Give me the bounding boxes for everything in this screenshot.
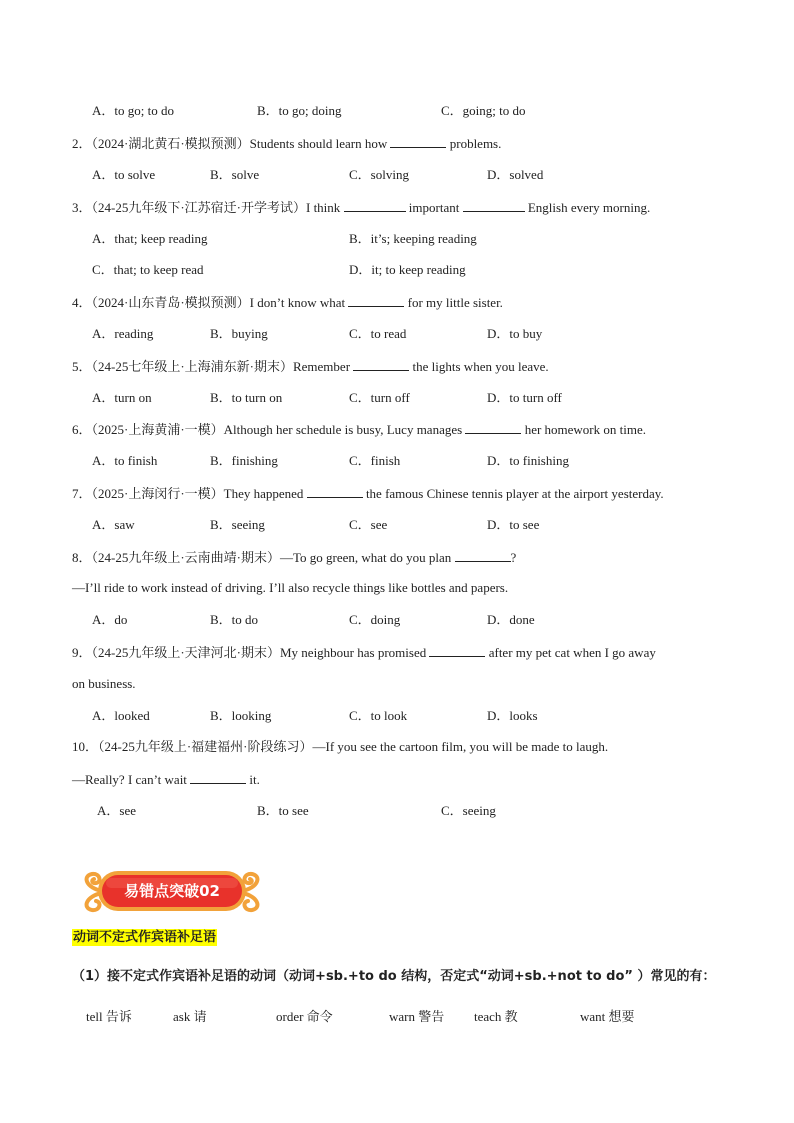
- q5-option-b: B．to turn on: [210, 390, 283, 405]
- q9-option-a: A．looked: [92, 708, 150, 723]
- q4-option-a: A．reading: [92, 326, 154, 341]
- q4-option-d: D．to buy: [487, 326, 543, 341]
- section-badge: [72, 866, 272, 916]
- q9-option-c: C．to look: [349, 708, 408, 723]
- q6-option-b: B．finishing: [210, 453, 278, 468]
- section-badge-label: 易错点突破02: [124, 882, 220, 900]
- q2-option-d: D．solved: [487, 167, 544, 182]
- question-8: 8．（24-25九年级上·云南曲靖·期末）—To go green, what do you plan ?: [72, 550, 517, 565]
- q3-option-b: B．it’s; keeping reading: [349, 231, 477, 246]
- question-10: 10．（24-25九年级上·福建福州·阶段练习）—If you see the cartoon film, you will be made to laugh.: [72, 739, 609, 754]
- q7-option-c: C．see: [349, 517, 388, 532]
- q2-option-b: B．solve: [210, 167, 260, 182]
- question-4: 4．（2024·山东青岛·模拟预测）I don’t know what for my little sister.: [72, 295, 503, 310]
- q10-option-b: B．to see: [257, 803, 309, 818]
- q9-option-b: B．looking: [210, 708, 272, 723]
- question-10-response: —Really? I can’t wait it.: [72, 772, 260, 787]
- q5-option-c: C．turn off: [349, 390, 410, 405]
- q8-option-a: A．do: [92, 612, 128, 627]
- verb-order: order 命令: [276, 1009, 333, 1024]
- q1-option-c: C．going; to do: [441, 103, 526, 118]
- q2-option-c: C．solving: [349, 167, 409, 182]
- question-8-response: —I’ll ride to work instead of driving. I’ll also recycle things like bottles and papers.: [72, 580, 509, 595]
- q3-option-c: C．that; to keep read: [92, 262, 204, 277]
- q4-option-c: C．to read: [349, 326, 407, 341]
- q7-option-a: A．saw: [92, 517, 135, 532]
- q7-option-d: D．to see: [487, 517, 540, 532]
- question-9: 9．（24-25九年级上·天津河北·期末）My neighbour has promised after my pet cat when I go away: [72, 645, 656, 660]
- q4-option-b: B．buying: [210, 326, 268, 341]
- q5-option-a: A．turn on: [92, 390, 152, 405]
- grammar-rule: （1）接不定式作宾语补足语的动词（动词+sb.+to do 结构，否定式“动词+sb.+not to do” ）常见的有：: [72, 969, 716, 984]
- q7-option-b: B．seeing: [210, 517, 265, 532]
- question-6: 6．（2025·上海黄浦·一模）Although her schedule is busy, Lucy manages her homework on time.: [72, 422, 646, 437]
- q10-option-c: C．seeing: [441, 803, 496, 818]
- question-5: 5．（24-25七年级上·上海浦东新·期末）Remember the lights when you leave.: [72, 359, 549, 374]
- question-9-continued: on business.: [72, 676, 136, 691]
- verb-warn: warn 警告: [389, 1009, 445, 1024]
- q3-option-a: A．that; keep reading: [92, 231, 208, 246]
- q8-option-b: B．to do: [210, 612, 259, 627]
- q8-option-d: D．done: [487, 612, 535, 627]
- verb-ask: ask 请: [173, 1009, 207, 1024]
- q9-option-d: D．looks: [487, 708, 538, 723]
- verb-teach: teach 教: [474, 1009, 518, 1024]
- q6-option-c: C．finish: [349, 453, 401, 468]
- question-3: 3．（24-25九年级下·江苏宿迁·开学考试）I think important English every morning.: [72, 200, 651, 215]
- q6-option-d: D．to finishing: [487, 453, 569, 468]
- q10-option-a: A．see: [97, 803, 136, 818]
- q1-option-a: A．to go; to do: [92, 103, 174, 118]
- verb-tell: tell 告诉: [86, 1009, 132, 1024]
- q1-option-b: B．to go; doing: [257, 103, 342, 118]
- question-7: 7．（2025·上海闵行·一模）They happened the famous Chinese tennis player at the airport yesterday.: [72, 486, 664, 501]
- question-2: 2．（2024·湖北黄石·模拟预测）Students should learn how problems.: [72, 136, 502, 151]
- verb-want: want 想要: [580, 1009, 635, 1024]
- q6-option-a: A．to finish: [92, 453, 158, 468]
- q3-option-d: D．it; to keep reading: [349, 262, 466, 277]
- section-title: 动词不定式作宾语补足语: [73, 930, 217, 945]
- q5-option-d: D．to turn off: [487, 390, 562, 405]
- q2-option-a: A．to solve: [92, 167, 156, 182]
- q8-option-c: C．doing: [349, 612, 401, 627]
